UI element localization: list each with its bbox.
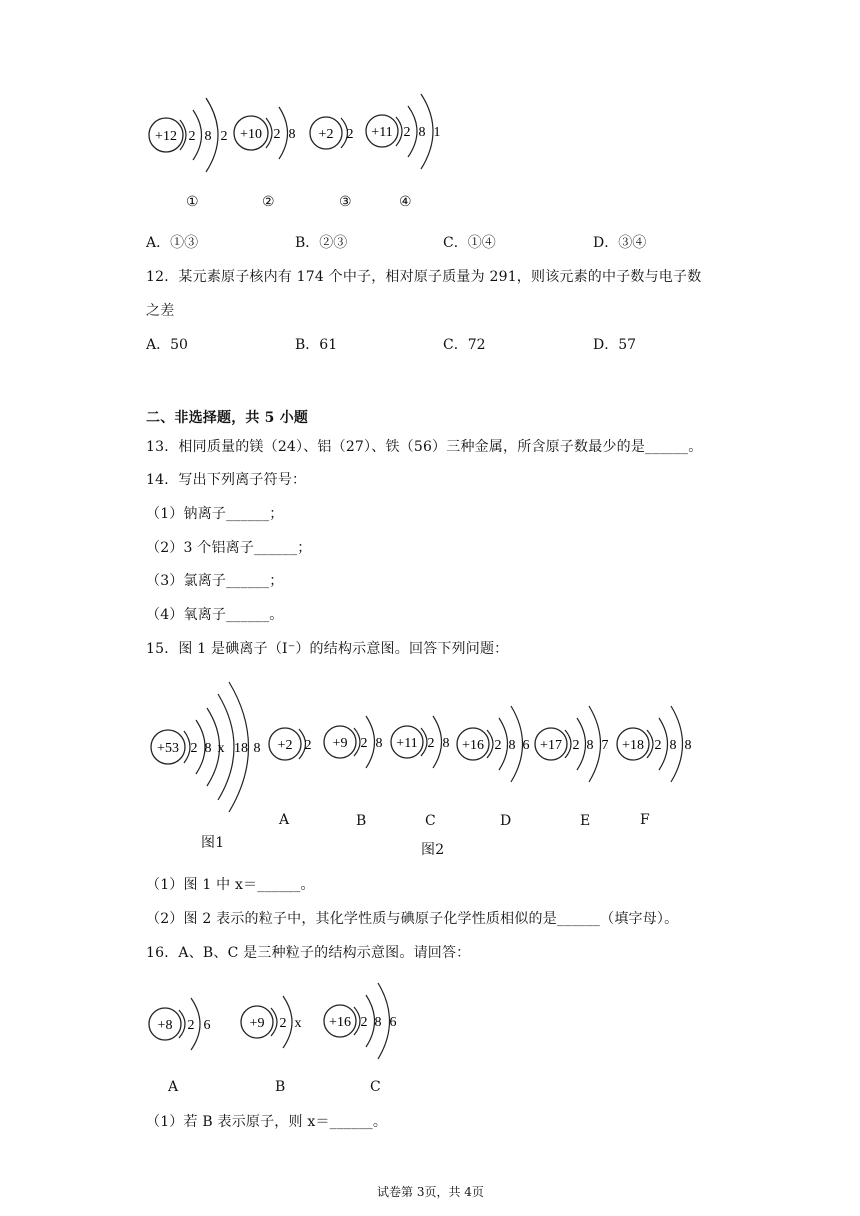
q16-label-c: C — [370, 1079, 381, 1095]
fig2-atom-c — [391, 716, 450, 768]
q14-item-2: （2）3 个铝离子______； — [146, 540, 312, 556]
svg-text:1: 1 — [433, 125, 441, 140]
svg-text:8: 8 — [288, 127, 296, 142]
q14-title: 14．写出下列离子符号： — [146, 472, 307, 488]
atom-1 — [149, 98, 228, 172]
svg-text:+16: +16 — [329, 1015, 351, 1030]
q11-option-d: D．③④ — [593, 235, 647, 251]
svg-text:8: 8 — [684, 738, 692, 753]
q15-sub1: （1）图 1 中 x＝______。 — [146, 877, 315, 893]
svg-text:8: 8 — [204, 129, 212, 144]
svg-text:2: 2 — [273, 127, 281, 142]
q12-option-d: D．57 — [593, 337, 637, 353]
svg-text:6: 6 — [203, 1018, 211, 1033]
svg-text:2: 2 — [346, 127, 354, 142]
q12-option-b: B．61 — [295, 337, 338, 353]
fig2-atom-a — [269, 728, 312, 760]
q11-option-b: B．②③ — [295, 235, 348, 251]
q15-sub2: （2）图 2 表示的粒子中，其化学性质与碘原子化学性质相似的是______（填字母）。 — [146, 911, 679, 927]
svg-text:+2: +2 — [277, 738, 293, 753]
svg-text:+9: +9 — [249, 1016, 265, 1031]
q16-atom-b — [241, 996, 302, 1048]
nucleus-label: +12 — [155, 129, 177, 144]
q16-sub1: （1）若 B 表示原子，则 x＝______。 — [146, 1114, 388, 1130]
fig2-label-e: E — [580, 813, 591, 829]
q15-title: 15．图 1 是碘离子（I⁻）的结构示意图。回答下列问题： — [146, 641, 509, 657]
svg-text:x: x — [217, 741, 225, 756]
q16-label-a: A — [168, 1079, 179, 1095]
diagram-label-2: ② — [262, 194, 275, 210]
diagram-label-1: ① — [186, 194, 199, 210]
q12-option-a: A．50 — [146, 337, 188, 353]
q14-item-1: （1）钠离子______； — [146, 506, 284, 522]
fig2-label-f: F — [640, 812, 650, 828]
q16-atom-a — [149, 998, 211, 1050]
atom-diagram-q16 — [140, 974, 420, 1074]
svg-text:x: x — [294, 1016, 302, 1031]
svg-text:+18: +18 — [622, 738, 644, 753]
atom-diagram-q11 — [140, 80, 460, 180]
q11-option-a: A．①③ — [146, 235, 199, 251]
svg-text:6: 6 — [522, 738, 530, 753]
svg-text:2: 2 — [188, 129, 196, 144]
svg-text:8: 8 — [418, 125, 426, 140]
atom-diagram-q15 — [140, 676, 710, 861]
svg-text:8: 8 — [442, 736, 450, 751]
q12-option-c: C．72 — [443, 337, 486, 353]
diagram-label-3: ③ — [339, 194, 352, 210]
svg-text:+16: +16 — [462, 738, 484, 753]
svg-text:2: 2 — [304, 738, 312, 753]
fig2-label-c: C — [425, 813, 436, 829]
fig2-atom-b — [324, 716, 383, 768]
svg-text:8: 8 — [204, 741, 212, 756]
svg-text:+53: +53 — [157, 741, 179, 756]
svg-text:2: 2 — [360, 1015, 368, 1030]
page-footer: 试卷第 3页，共 4页 — [377, 1185, 484, 1199]
atom-3 — [310, 117, 354, 149]
svg-text:2: 2 — [360, 736, 368, 751]
svg-text:+10: +10 — [240, 127, 262, 142]
svg-text:2: 2 — [279, 1016, 287, 1031]
svg-text:8: 8 — [586, 738, 594, 753]
q16-label-b: B — [275, 1079, 286, 1095]
q16-title: 16．A、B、C 是三种粒子的结构示意图。请回答： — [146, 945, 471, 961]
fig1-label: 图1 — [201, 835, 225, 851]
fig2-label-d: D — [500, 813, 512, 829]
svg-text:2: 2 — [427, 736, 435, 751]
q16-atom-c — [324, 983, 397, 1059]
atom-4 — [366, 94, 441, 169]
svg-text:7: 7 — [601, 738, 609, 753]
fig1-iodide-ion — [151, 682, 261, 812]
svg-text:8: 8 — [253, 741, 261, 756]
svg-text:2: 2 — [187, 1018, 195, 1033]
diagram-label-4: ④ — [399, 194, 412, 210]
svg-text:+8: +8 — [157, 1018, 173, 1033]
svg-text:2: 2 — [220, 129, 228, 144]
fig2-atom-f — [617, 706, 692, 782]
fig2-atom-e — [535, 706, 609, 782]
svg-text:2: 2 — [494, 738, 502, 753]
svg-text:2: 2 — [654, 738, 662, 753]
q13-text: 13．相同质量的镁（24）、铝（27）、铁（56）三种金属，所含原子数最少的是______。 — [146, 439, 703, 455]
svg-text:18: 18 — [234, 741, 248, 756]
q12-text-line1: 12．某元素原子核内有 174 个中子，相对原子质量为 291，则该元素的中子数与电子数 — [146, 269, 702, 285]
svg-text:2: 2 — [403, 125, 411, 140]
svg-text:+11: +11 — [371, 125, 393, 140]
q11-option-c: C．①④ — [443, 235, 496, 251]
fig2-label: 图2 — [421, 842, 445, 858]
svg-text:8: 8 — [669, 738, 677, 753]
svg-text:8: 8 — [375, 736, 383, 751]
section-title: 二、非选择题，共 5 小题 — [146, 410, 309, 426]
q12-text-line2: 之差 — [146, 303, 175, 319]
svg-text:+9: +9 — [332, 736, 348, 751]
svg-text:8: 8 — [508, 738, 516, 753]
fig2-atom-d — [457, 706, 530, 782]
svg-text:+17: +17 — [540, 738, 562, 753]
svg-text:+11: +11 — [396, 736, 418, 751]
fig2-label-a: A — [279, 812, 290, 828]
q14-item-4: （4）氧离子______。 — [146, 607, 284, 623]
atom-2 — [234, 107, 296, 159]
svg-text:6: 6 — [389, 1015, 397, 1030]
svg-text:+2: +2 — [318, 127, 334, 142]
svg-text:2: 2 — [572, 738, 580, 753]
fig2-label-b: B — [356, 813, 367, 829]
q14-item-3: （3）氯离子______； — [146, 573, 284, 589]
svg-text:8: 8 — [374, 1015, 382, 1030]
svg-text:2: 2 — [190, 741, 198, 756]
